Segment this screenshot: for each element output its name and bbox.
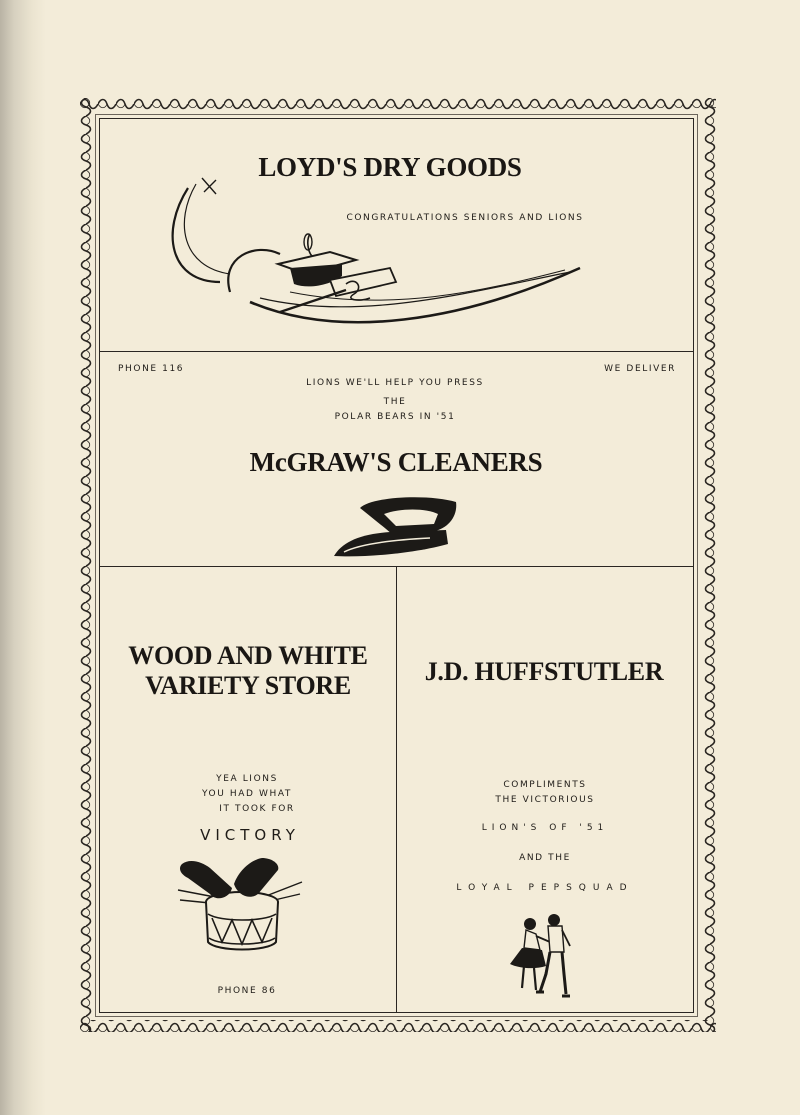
- mcgraws-line3: POLAR BEARS IN '51: [334, 412, 456, 422]
- clothes-iron-illustration: [330, 494, 462, 562]
- huffstutler-title: J.D. HUFFSTUTLER: [424, 657, 664, 686]
- wood-white-title-line1: WOOD AND WHITE: [128, 641, 368, 670]
- mcgraws-title: McGRAW'S CLEANERS: [249, 447, 543, 477]
- wood-white-line1: YEA LIONS: [216, 774, 278, 784]
- wood-white-title-line2: VARIETY STORE: [145, 671, 351, 700]
- loyds-tagline: CONGRATULATIONS SENIORS AND LIONS: [346, 213, 584, 223]
- huffstutler-line2: THE VICTORIOUS: [495, 795, 595, 805]
- huffstutler-line4: AND THE: [519, 853, 571, 863]
- page-binding-shadow: [0, 0, 46, 1115]
- mcgraws-phone: PHONE 116: [118, 364, 185, 374]
- wood-white-line2: YOU HAD WHAT: [201, 789, 293, 799]
- mcgraws-delivery: WE DELIVER: [604, 364, 676, 374]
- wood-white-victory: VICTORY: [200, 826, 300, 844]
- mcgraws-line2: THE: [383, 397, 407, 407]
- huffstutler-line3: LION'S OF '51: [481, 823, 609, 833]
- huffstutler-line1: COMPLIMENTS: [503, 780, 587, 790]
- loyds-title: LOYD'S DRY GOODS: [258, 152, 522, 182]
- dancing-couple-illustration: [506, 912, 574, 998]
- divider-top: [99, 351, 694, 352]
- mcgraws-line1: LIONS WE'LL HELP YOU PRESS: [306, 378, 484, 388]
- wood-white-line3: IT TOOK FOR: [219, 804, 295, 814]
- wood-white-phone: PHONE 86: [217, 986, 277, 996]
- drum-and-hands-illustration: [176, 854, 306, 958]
- huffstutler-line5: LOYAL PEPSQUAD: [456, 883, 634, 893]
- graduation-cap-diploma-illustration: [160, 172, 590, 332]
- divider-vertical: [396, 566, 397, 1013]
